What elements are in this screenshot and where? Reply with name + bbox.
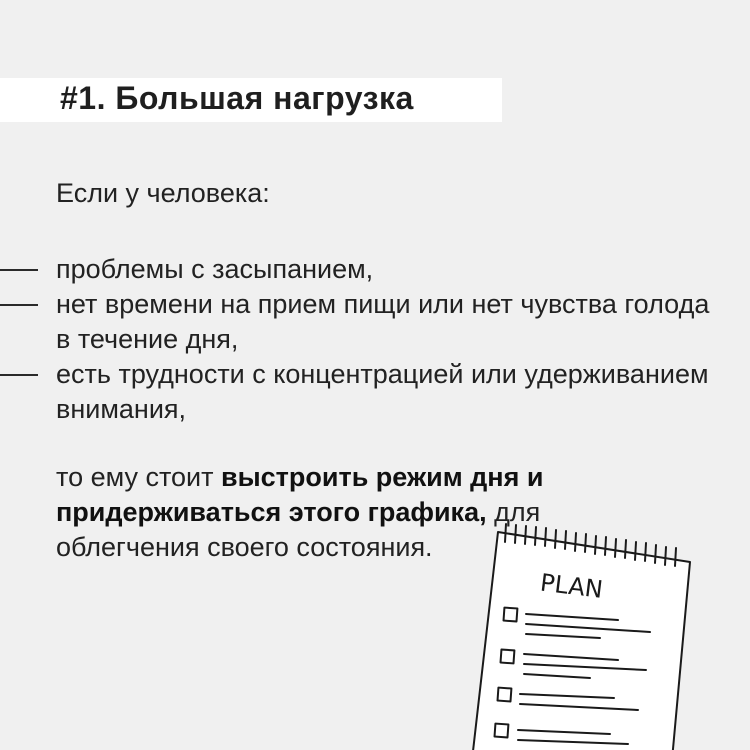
list-item [0, 252, 720, 287]
conclusion-emphasis: выстроить режим дня и придерживаться этого графика, [56, 462, 544, 527]
conclusion-suffix: для облегчения своего состояния. [56, 497, 541, 562]
plan-label: PLAN [538, 568, 605, 604]
symptom-list [0, 252, 720, 427]
intro-text: Если у человека: [56, 178, 270, 208]
dash-bullet [0, 374, 38, 376]
list-item-text: есть трудности с концентрацией или удерживанием внимания, [56, 359, 709, 424]
dash-bullet [0, 304, 38, 306]
page-title: #1. Большая нагрузка [60, 80, 414, 116]
list-item [0, 357, 720, 427]
conclusion-prefix: то ему стоит [56, 462, 221, 492]
plan-checklist-icon [468, 510, 708, 750]
list-item-text: нет времени на прием пищи или нет чувства голода в течение дня, [56, 289, 710, 354]
dash-bullet [0, 269, 38, 271]
list-item-text: проблемы с засыпанием, [56, 254, 374, 284]
list-item [0, 287, 720, 357]
